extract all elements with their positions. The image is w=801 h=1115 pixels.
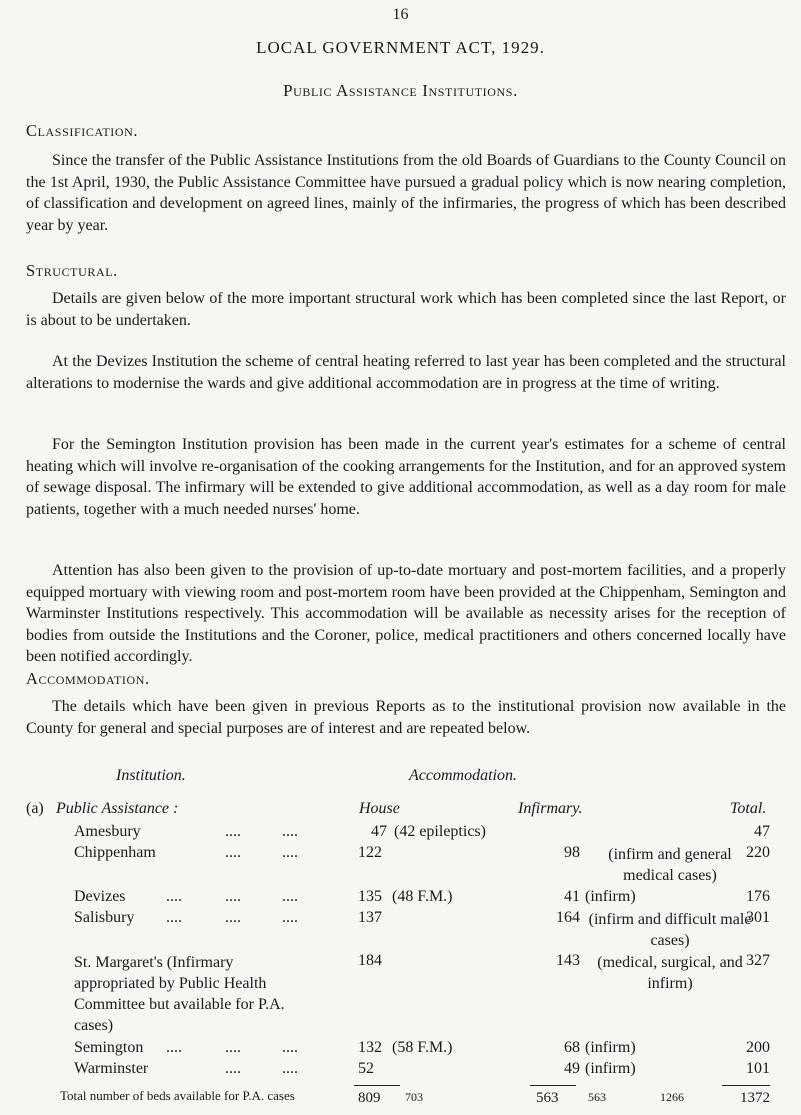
paragraph-accommodation-1: The details which have been given in previous Reports as to the institutional provision now available in the County for general and special purposes are of interest and are repeated below.	[26, 698, 786, 737]
leader-dots: ....	[225, 909, 241, 926]
infirmary-value: 49	[564, 1060, 580, 1077]
heading-classification: Classification.	[26, 121, 139, 140]
column-header-total: Total.	[730, 800, 767, 817]
house-value: 135	[358, 888, 382, 905]
heading-accommodation: Accommodation.	[26, 669, 150, 688]
row-name: Semington	[74, 1039, 144, 1056]
totals-total: 1372	[740, 1090, 770, 1106]
paragraph-structural-3: For the Semington Institution provision has been made in the current year's estimates for a scheme of central heating which will involve re-organisation of the cooking arrangements for the Institution, and for an approved system of sewage disposal. The infirmary will be extended to give additional accommodation, as well as a day room for male patients, together with a much needed nurses' home.	[26, 436, 786, 518]
sum-rule-total	[722, 1085, 770, 1086]
total-value: 101	[746, 1060, 770, 1077]
row-name: Warminster	[74, 1060, 149, 1077]
total-value: 220	[746, 844, 770, 861]
infirmary-value: 68	[564, 1039, 580, 1056]
page-title: LOCAL GOVERNMENT ACT, 1929.	[256, 38, 545, 57]
row-name: Salisbury	[74, 909, 135, 926]
house-value: 47	[371, 823, 387, 840]
sum-rule-house	[354, 1085, 400, 1086]
house-note: (58 F.M.)	[392, 1039, 453, 1056]
infirmary-note: (infirm)	[585, 1039, 636, 1056]
leader-dots: ....	[282, 909, 298, 926]
leader-dots: ....	[225, 888, 241, 905]
totals-infirmary: 563	[536, 1090, 559, 1106]
infirmary-value: (42 epileptics)	[394, 823, 486, 840]
infirmary-value: 143	[556, 952, 580, 969]
house-value: 184	[358, 952, 382, 969]
total-value: 327	[746, 952, 770, 969]
house-value: 122	[358, 844, 382, 861]
column-header-accommodation: Accommodation.	[409, 767, 517, 784]
group-label: Public Assistance :	[56, 800, 179, 817]
totals-house: 809	[358, 1090, 381, 1106]
leader-dots: ....	[282, 1060, 298, 1077]
infirmary-note: (infirm and general medical cases)	[608, 846, 732, 884]
page-number: 16	[392, 6, 409, 23]
row-name: Chippenham	[74, 844, 156, 861]
leader-dots: ....	[282, 823, 298, 840]
heading-structural: Structural.	[26, 261, 118, 280]
total-value: 176	[746, 888, 770, 905]
available-total: 1266	[660, 1090, 684, 1104]
infirmary-value: 164	[556, 909, 580, 926]
infirmary-note: (medical, surgical, and infirm)	[597, 954, 743, 992]
leader-dots: ....	[282, 1039, 298, 1056]
page-subtitle: Public Assistance Institutions.	[283, 81, 518, 100]
paragraph-classification-1: Since the transfer of the Public Assistance Institutions from the old Boards of Guardians to the County Council on the 1st April, 1930, the Public Assistance Committee have pursued a gradual policy which is now nearing completion, of classification and development on agreed lines, mainly of the infirmaries, the progress of which has been described year by year.	[26, 152, 786, 234]
sum-rule-infirmary	[530, 1085, 576, 1086]
total-value: 47	[754, 823, 770, 840]
paragraph-structural-1: Details are given below of the more important structural work which has been completed since the last Report, or is about to be undertaken.	[26, 290, 786, 329]
row-name: St. Margaret's (Infirmary appropriated by Public Health Committee but available for P.A. cases)	[74, 954, 285, 1034]
available-label: Total number of beds available for P.A. cases	[60, 1088, 295, 1103]
house-note: (48 F.M.)	[392, 888, 453, 905]
leader-dots: ....	[166, 1039, 182, 1056]
available-house: 703	[405, 1090, 423, 1104]
column-header-house: House	[359, 800, 400, 817]
leader-dots: ....	[225, 823, 241, 840]
leader-dots: ....	[225, 1039, 241, 1056]
infirmary-note: (infirm and difficult male cases)	[588, 911, 752, 949]
total-value: 301	[746, 909, 770, 926]
house-value: 137	[358, 909, 382, 926]
available-infirmary: 563	[588, 1090, 606, 1104]
row-name: Amesbury	[74, 823, 141, 840]
infirmary-note: (infirm)	[585, 888, 636, 905]
leader-dots: ....	[282, 888, 298, 905]
infirmary-value: 98	[564, 844, 580, 861]
column-header-institution: Institution.	[116, 767, 186, 784]
leader-dots: ....	[166, 909, 182, 926]
paragraph-structural-2: At the Devizes Institution the scheme of central heating referred to last year has been completed and the structural alterations to modernise the wards and give additional accommodation are in progress at the time of writing.	[26, 353, 786, 392]
infirmary-note: (infirm)	[585, 1060, 636, 1077]
column-header-infirmary: Infirmary.	[518, 800, 583, 817]
house-value: 132	[358, 1039, 382, 1056]
leader-dots: ....	[166, 888, 182, 905]
row-name: Devizes	[74, 888, 126, 905]
group-marker: (a)	[26, 800, 44, 817]
leader-dots: ....	[225, 844, 241, 861]
paragraph-structural-4: Attention has also been given to the provision of up-to-date mortuary and post-mortem facilities, and a properly equipped mortuary with viewing room and post-mortem room have been provided at the Chippenham, Semington and Warminster Institutions respectively. This accommodation will be available as necessity arises for the reception of bodies from outside the Institutions and the Coroner, police, medical practitioners and others concerned locally have been notified accordingly.	[26, 562, 786, 665]
infirmary-value: 41	[564, 888, 580, 905]
house-value: 52	[358, 1060, 374, 1077]
total-value: 200	[746, 1039, 770, 1056]
leader-dots: ....	[282, 844, 298, 861]
leader-dots: ....	[225, 1060, 241, 1077]
